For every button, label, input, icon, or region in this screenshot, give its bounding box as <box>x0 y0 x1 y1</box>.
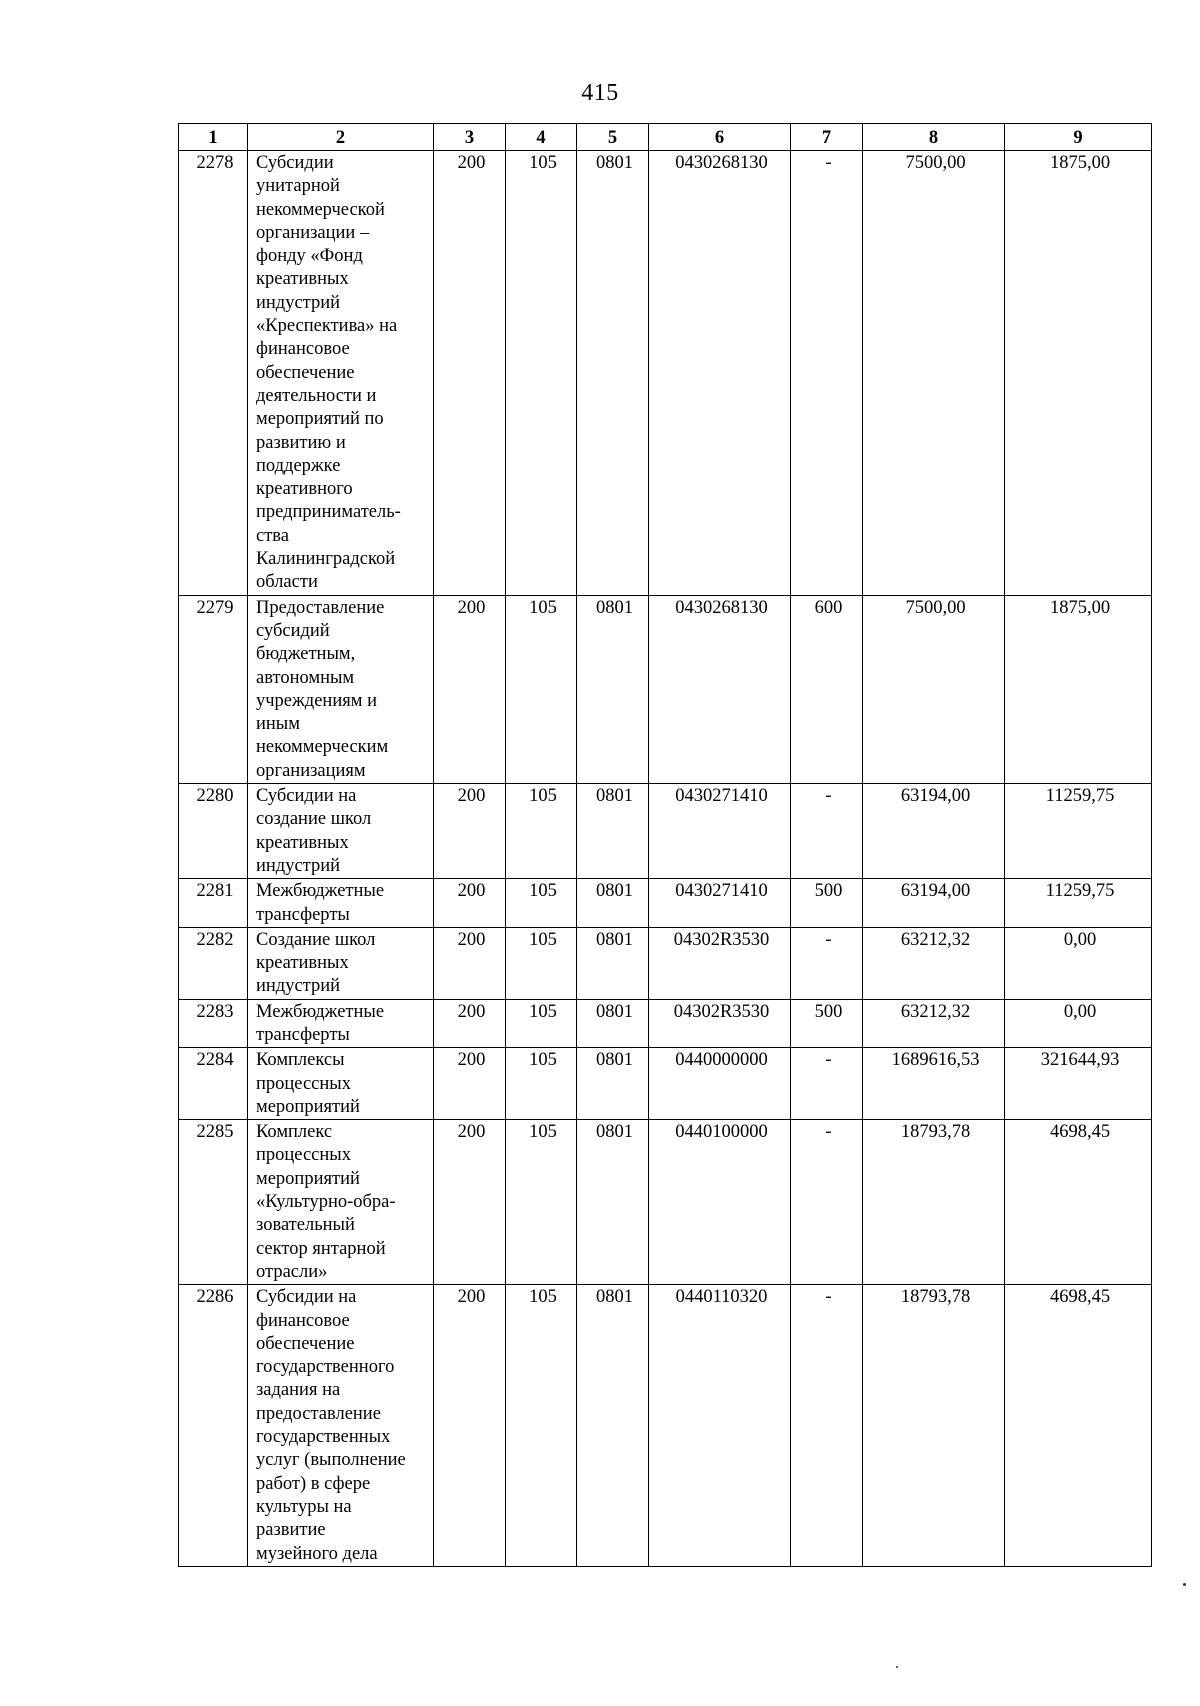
name-line: Межбюджетные <box>256 1001 385 1022</box>
col-8-cell: 1689616,53 <box>863 1048 1005 1120</box>
header-cell: 2 <box>248 124 434 151</box>
name-line: работ) в сфере <box>256 1473 371 1494</box>
row-name-cell <box>248 927 434 999</box>
col-9-cell: 4698,45 <box>1005 1120 1152 1285</box>
col-3-cell: 200 <box>434 1048 506 1120</box>
name-line: организациям <box>256 760 366 781</box>
col-5-cell: 0801 <box>577 1048 649 1120</box>
col-4-cell: 105 <box>506 927 577 999</box>
col-3-cell: 200 <box>434 999 506 1048</box>
row-name-cell <box>248 999 434 1048</box>
col-7-cell: - <box>791 151 863 596</box>
name-line: Создание школ <box>256 929 376 950</box>
col-3-cell: 200 <box>434 927 506 999</box>
col-6-cell: 0430271410 <box>649 879 791 928</box>
col-4-cell: 105 <box>506 1120 577 1285</box>
name-line: финансовое <box>256 1310 350 1331</box>
table-row <box>179 784 1152 879</box>
col-7-cell: 600 <box>791 595 863 783</box>
name-line: предприниматель- <box>256 502 401 523</box>
col-9-cell: 11259,75 <box>1005 879 1152 928</box>
row-number-cell: 2285 <box>179 1120 248 1285</box>
name-line: Предоставление <box>256 597 385 618</box>
name-line: «Культурно-обра- <box>256 1192 396 1213</box>
name-line: зовательный <box>256 1215 355 1236</box>
col-7-cell: - <box>791 784 863 879</box>
col-9-cell: 11259,75 <box>1005 784 1152 879</box>
table-row <box>179 595 1152 783</box>
col-5-cell: 0801 <box>577 784 649 879</box>
col-7-cell: - <box>791 1120 863 1285</box>
row-number-cell: 2282 <box>179 927 248 999</box>
col-7-cell: 500 <box>791 999 863 1048</box>
name-line: услуг (выполнение <box>256 1450 406 1471</box>
table-row <box>179 1048 1152 1120</box>
row-number-cell: 2281 <box>179 879 248 928</box>
row-name-cell <box>248 784 434 879</box>
header-cell: 3 <box>434 124 506 151</box>
name-line: процессных <box>256 1073 351 1094</box>
name-line: предоставление <box>256 1403 381 1424</box>
col-3-cell: 200 <box>434 1120 506 1285</box>
name-line: Субсидии <box>256 153 334 173</box>
row-name-cell <box>248 595 434 783</box>
name-line: Субсидии на <box>256 786 357 807</box>
name-line: индустрий <box>256 976 341 997</box>
row-name-cell <box>248 1285 434 1567</box>
col-6-cell: 04302R3530 <box>649 927 791 999</box>
table-row <box>179 1285 1152 1567</box>
col-3-cell: 200 <box>434 879 506 928</box>
name-line: креативных <box>256 269 349 290</box>
name-line: мероприятий <box>256 1168 360 1189</box>
name-line: государственных <box>256 1427 391 1448</box>
header-cell: 9 <box>1005 124 1152 151</box>
name-line: деятельности и <box>256 385 377 406</box>
col-9-cell: 4698,45 <box>1005 1285 1152 1567</box>
col-7-cell: 500 <box>791 879 863 928</box>
name-line: ства <box>256 525 289 546</box>
name-line: культуры на <box>256 1496 352 1517</box>
col-9-cell: 0,00 <box>1005 999 1152 1048</box>
col-6-cell: 04302R3530 <box>649 999 791 1048</box>
table-row <box>179 999 1152 1048</box>
row-name-cell <box>248 1048 434 1120</box>
header-row <box>179 124 1152 151</box>
name-line: унитарной <box>256 176 340 197</box>
row-name-cell <box>248 1120 434 1285</box>
name-line: креативного <box>256 479 353 500</box>
name-line: индустрий <box>256 855 341 876</box>
name-line: поддержке <box>256 455 341 476</box>
name-line: мероприятий по <box>256 409 384 430</box>
table-body <box>179 151 1152 1567</box>
col-3-cell: 200 <box>434 595 506 783</box>
header-cell: 8 <box>863 124 1005 151</box>
table-row <box>179 151 1152 596</box>
name-line: отрасли» <box>256 1261 328 1282</box>
name-line: процессных <box>256 1145 351 1166</box>
name-line: трансферты <box>256 904 350 925</box>
name-line: финансовое <box>256 339 350 360</box>
row-number-cell: 2280 <box>179 784 248 879</box>
col-9-cell: 321644,93 <box>1005 1048 1152 1120</box>
header-cell: 4 <box>506 124 577 151</box>
col-8-cell: 63212,32 <box>863 927 1005 999</box>
name-line: фонду «Фонд <box>256 246 363 267</box>
table-row <box>179 879 1152 928</box>
name-line: иным <box>256 714 300 735</box>
name-line: учреждениям и <box>256 690 377 711</box>
name-line: мероприятий <box>256 1096 360 1117</box>
col-8-cell: 18793,78 <box>863 1285 1005 1567</box>
name-line: Комплекс <box>256 1122 333 1143</box>
scan-speck <box>1183 1583 1186 1586</box>
col-8-cell: 63194,00 <box>863 879 1005 928</box>
col-8-cell: 7500,00 <box>863 151 1005 596</box>
col-8-cell: 63212,32 <box>863 999 1005 1048</box>
name-line: развитие <box>256 1520 326 1541</box>
col-4-cell: 105 <box>506 151 577 596</box>
page-number: 415 <box>581 80 619 106</box>
name-line: некоммерческой <box>256 199 385 220</box>
name-line: обеспечение <box>256 362 355 383</box>
col-7-cell: - <box>791 1048 863 1120</box>
row-number-cell: 2283 <box>179 999 248 1048</box>
scan-speck <box>896 1666 898 1668</box>
col-5-cell: 0801 <box>577 879 649 928</box>
col-3-cell: 200 <box>434 151 506 596</box>
col-4-cell: 105 <box>506 999 577 1048</box>
row-name-cell <box>248 151 434 596</box>
name-line: креативных <box>256 832 349 853</box>
col-7-cell: - <box>791 927 863 999</box>
header-cell: 7 <box>791 124 863 151</box>
name-line: автономным <box>256 667 355 688</box>
col-4-cell: 105 <box>506 784 577 879</box>
name-line: Межбюджетные <box>256 881 385 902</box>
col-8-cell: 18793,78 <box>863 1120 1005 1285</box>
col-8-cell: 7500,00 <box>863 595 1005 783</box>
col-5-cell: 0801 <box>577 927 649 999</box>
name-line: музейного дела <box>256 1543 378 1564</box>
col-5-cell: 0801 <box>577 1285 649 1567</box>
name-line: бюджетным, <box>256 644 356 665</box>
col-6-cell: 0440000000 <box>649 1048 791 1120</box>
table-row <box>179 1120 1152 1285</box>
name-line: области <box>256 572 318 593</box>
col-6-cell: 0430268130 <box>649 151 791 596</box>
col-7-cell: - <box>791 1285 863 1567</box>
row-number-cell: 2286 <box>179 1285 248 1567</box>
budget-table <box>178 123 1152 1567</box>
col-6-cell: 0430271410 <box>649 784 791 879</box>
name-line: создание школ <box>256 809 372 830</box>
col-9-cell: 0,00 <box>1005 927 1152 999</box>
name-line: индустрий <box>256 292 341 313</box>
name-line: сектор янтарной <box>256 1238 386 1259</box>
row-number-cell: 2279 <box>179 595 248 783</box>
col-6-cell: 0440110320 <box>649 1285 791 1567</box>
col-5-cell: 0801 <box>577 595 649 783</box>
name-line: креативных <box>256 953 349 974</box>
col-8-cell: 63194,00 <box>863 784 1005 879</box>
col-9-cell: 1875,00 <box>1005 595 1152 783</box>
row-number-cell: 2284 <box>179 1048 248 1120</box>
col-5-cell: 0801 <box>577 1120 649 1285</box>
row-number-cell: 2278 <box>179 151 248 596</box>
name-line: «Креспектива» на <box>256 316 398 337</box>
col-4-cell: 105 <box>506 879 577 928</box>
header-cell: 6 <box>649 124 791 151</box>
col-9-cell: 1875,00 <box>1005 151 1152 596</box>
name-line: субсидий <box>256 620 330 641</box>
col-4-cell: 105 <box>506 595 577 783</box>
col-3-cell: 200 <box>434 1285 506 1567</box>
name-line: задания на <box>256 1380 341 1401</box>
table-row <box>179 927 1152 999</box>
name-line: Комплексы <box>256 1050 345 1071</box>
name-line: некоммерческим <box>256 737 389 758</box>
header-cell: 1 <box>179 124 248 151</box>
row-name-cell <box>248 879 434 928</box>
name-line: трансферты <box>256 1024 350 1045</box>
col-4-cell: 105 <box>506 1285 577 1567</box>
col-6-cell: 0430268130 <box>649 595 791 783</box>
name-line: обеспечение <box>256 1333 355 1354</box>
name-line: Калининградской <box>256 549 396 570</box>
col-4-cell: 105 <box>506 1048 577 1120</box>
name-line: государственного <box>256 1357 395 1378</box>
col-5-cell: 0801 <box>577 151 649 596</box>
col-3-cell: 200 <box>434 784 506 879</box>
col-6-cell: 0440100000 <box>649 1120 791 1285</box>
col-5-cell: 0801 <box>577 999 649 1048</box>
name-line: организации – <box>256 222 370 243</box>
name-line: развитию и <box>256 432 346 453</box>
header-cell: 5 <box>577 124 649 151</box>
name-line: Субсидии на <box>256 1287 357 1308</box>
